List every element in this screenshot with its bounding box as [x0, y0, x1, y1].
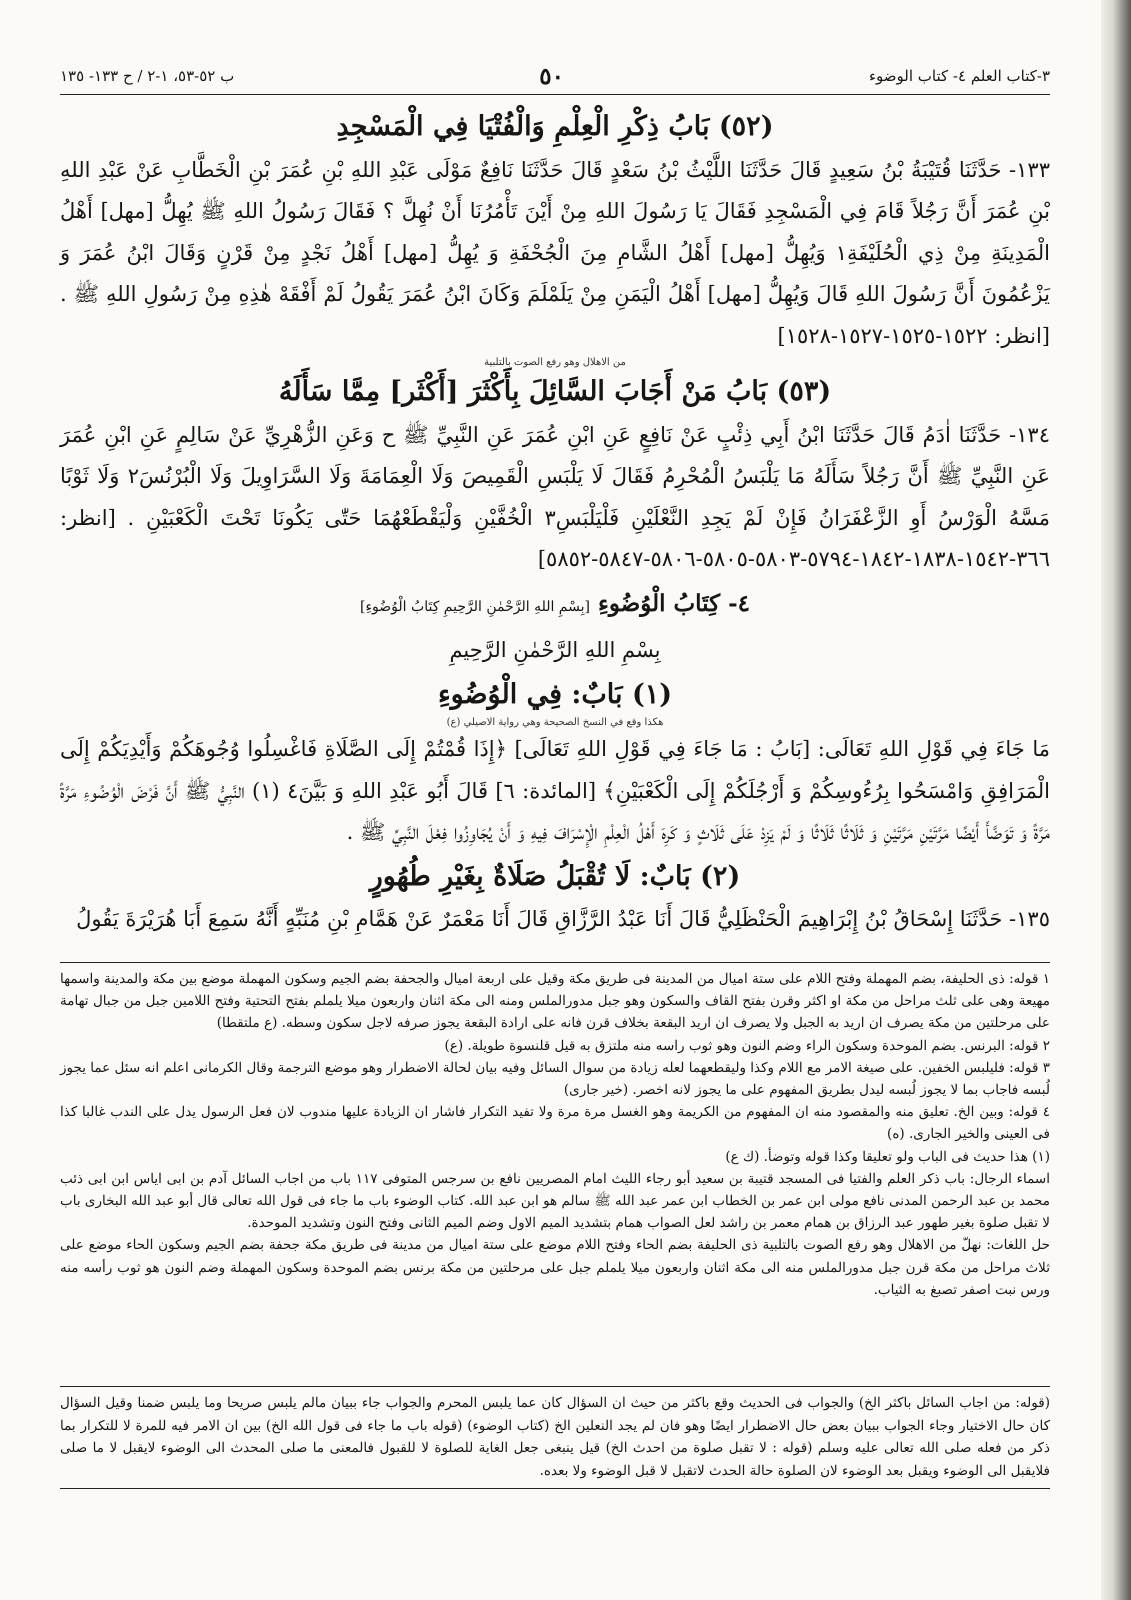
- commentary-rule-bottom: [60, 1488, 1050, 1489]
- commentary-text: (قوله: من اجاب السائل باكثر الخ) والجواب فى الحديث وقع باكثر من حيث ان السؤال كان عما يلبس المحرم والجواب جاء ببيان مالم يلبس صريحا وما يلبس ضمنا وقيل السؤال كان حال الاختيار وجاء الجواب ببيان بعض حال الاضطرار ايضًا وهو فان لم يجد النعلين الخ (كتاب الوضوء) (قوله باب ما جاء فى قول الله الخ) بين ان الامر فيه للمرة لا للتكرار بما ذكر من فعله صلى الله تعالى عليه وسلم (قوله : لا تقبل صلوة من احدث الخ) قيل ينبغى جعل الغاية للصلوة لا للقبول فالمعنى ما صلى المحدث الى الوضوء لايقبل لا ما صلى فلايقبل الى الوضوء ويقبل بعد الوضوء لان الصلوة حالة الحدث لاتقبل لا قبل الوضوء ولا بعده.: [60, 1395, 1050, 1479]
- footnote-asma-al-rijal: اسماء الرجال: باب ذكر العلم والفتيا فى المسجد قتيبة بن سعيد أبو رجاء الليث امام المصريين نافع بن سرجس المتوفى ١١٧ باب من اجاب السائل آدم بن ابى اياس ابن ابى ذئب محمد بن عبد الرحمن المدنى نافع مولى ابن عمر بن الخطاب ابن عمر عبد الله ﷺ سالم هو ابن عبد الله. كتاب الوضوء باب ما جاء فى قول الله تعالى قال أبو عبد الله البخارى باب لا تقبل صلوة بغير طهور عبد الرزاق بن همام معمر بن راشد لعل الصواب همام بتشديد الميم الاول وضم الميم الثانى وفتح النون وتشديد الموحدة.: [60, 1170, 1050, 1232]
- gloss-ihlal: من الاهلال وهو رفع الصوت بالتلبية: [484, 357, 626, 368]
- hadith-135: ١٣٥- حَدَّثَنَا إِسْحَاقُ بْنُ إِبْرَاهِيمَ الْحَنْظَلِيُّ قَالَ أَنَا عَبْدُ الرَّزَّاقِ قَالَ أَنَا مَعْمَرٌ عَنْ هَمَّامِ بْنِ مُنَبِّهٍ أَنَّهُ سَمِعَ أَبَا هُرَيْرَةَ يَقُولُ: [76, 907, 1050, 931]
- footnote-3: ٣ قوله: فليلبس الخفين. على صيغة الامر مع اللام وكذا وليقطعهما لعله زيادة من سوال السائل وفيه بيان لحالة الاضطرار وهو موضع الترجمة وقال الكرمانى اعلم انه سئل عما يجوز لُبسه فاجاب بما لا يجوز لُبسه ليدل بطريق المفهوم على ما يجوز لانه اخصر. (خير جارى): [60, 1059, 1050, 1099]
- chapter-heading-53: (٥٣) بَابُ مَنْ أَجَابَ السَّائِلَ بِأَكْثَرَ [أَكْثَر] مِمَّا سَأَلَهُ: [278, 376, 832, 407]
- book-gutter-shadow: [1101, 0, 1131, 1600]
- footnotes: [60, 968, 1050, 1301]
- chapter-heading-2: (٢) بَابٌ: لَا تُقْبَلُ صَلَاةٌ بِغَيْرِ طُهُورٍ: [369, 860, 741, 892]
- hadith-133: ١٣٣- حَدَّثَنَا قُتَيْبَةُ بْنُ سَعِيدٍ قَالَ حَدَّثَنَا اللَّيْثُ بْنُ سَعْدٍ قَالَ حَدَّثَنَا نَافِعٌ مَوْلَى عَبْدِ اللهِ بْنِ عُمَرَ بْنِ الْخَطَّابِ عَنْ عَبْدِ اللهِ بْنِ عُمَرَ أَنَّ رَجُلاً قَامَ فِي الْمَسْجِدِ فَقَالَ يَا رَسُولَ اللهِ مِنْ أَيْنَ تَأْمُرُنَا أَنْ نُهِلَّ ؟ فَقَالَ رَسُولُ اللهِ ﷺ يُهِلُّ [مهل] أَهْلُ الْمَدِينَةِ مِنْ ذِي الْحُلَيْفَةِ١ وَيُهِلُّ [مهل] أَهْلُ الشَّامِ مِنَ الْجُحْفَةِ وَ يُهِلُّ [مهل] أَهْلُ نَجْدٍ مِنْ قَرْنٍ وَقَالَ ابْنُ عُمَرَ وَ يَزْعُمُونَ أَنَّ رَسُولَ اللهِ قَالَ وَيُهِلُّ [مهل] أَهْلُ الْيَمَنِ مِنْ يَلَمْلَمَ وَكَانَ ابْنُ عُمَرَ يَقُولُ لَمْ أَفْقَهْ هٰذِهِ مِنْ رَسُولِ اللهِ ﷺ . [انظر: ١٥٢٢-١٥٢٥-١٥٢٧-١٥٢٨]: [60, 157, 1050, 348]
- running-header: [60, 60, 1050, 92]
- commentary-rule-top: [60, 1386, 1050, 1387]
- page-number: ٥٠: [539, 62, 564, 90]
- book-title-variant: [بِسْمِ اللهِ الرَّحْمٰنِ الرَّحِيمِ كِتَابُ الْوُضُوءِ]: [360, 598, 590, 615]
- gloss-asili: هكذا وقع في النسخ الصحيحة وهي رواية الاصيلي (ع): [446, 717, 664, 728]
- footnote-2: ٢ قوله: البرنس. بضم الموحدة وسكون الراء وضم النون وهو ثوب راسه منه ملتزق به قيل قلنسوة طويلة. (ع): [444, 1037, 1050, 1054]
- footnote-hall-al-lughat: حل اللغات: نهلّ من الاهلال وهو رفع الصوت بالتلبية ذى الحليفة بضم الحاء وفتح اللام موضع على ستة اميال من مدينة فى طريق مكة جحفة بضم الجيم وسكون الحاء موضع على ثلاث مراحل من مكة قرن جبل مدورالملس منه الى مكة اثنان واربعون ميلا يلملم جبل على مرحلتين من مكة برنس بضم الموحدة وسكون المهملة وضم النون هو ثوب رأسه منه ورس نبت اصفر تصبغ به الثياب.: [60, 1237, 1050, 1298]
- main-text: [60, 104, 1050, 941]
- header-references: ب ٥٢-٥٣، ١-٢ / ح ١٣٣- ١٣٥: [60, 67, 235, 85]
- footnote-note-1: (١) هذا حديث فى الباب ولو تعليقا وكذا قوله وتوضأ. (ك ع): [725, 1148, 1050, 1165]
- basmala: بِسْمِ اللهِ الرَّحْمٰنِ الرَّحِيمِ: [449, 638, 661, 662]
- footnote-rule: [60, 962, 1050, 963]
- footnote-1: ١ قوله: ذى الحليفة، بضم المهملة وفتح اللام على ستة اميال من المدينة فى طريق مكة وقيل على اربعة اميال والجحفة بضم الجيم وسكون المهملة موضع بين مكة والمدينة واسمها مهيعة وهى على ثلث مراحل من مكة او اكثر وقرن بفتح القاف والسكون وهو جبل مدورالملس ومنه الى مكة اثنان واربعون ميلا يلملم بفتح التحتية وفتح اللامين جبل من جبال تهامة على مرحلتين من مكة يصرف ان اريد به الجبل ولا يصرف ان اريد البقعة بخلاف قرن فانه على ارادة البقعة يجوز صرفه لاجل سكون وسطه. (ع ملتقطا): [60, 971, 1050, 1032]
- chapter-heading-52: (٥٢) بَابُ ذِكْرِ الْعِلْمِ وَالْفُتْيَا فِي الْمَسْجِدِ: [336, 111, 774, 142]
- commentary: [60, 1392, 1050, 1482]
- chapter-heading-1: (١) بَابٌ: فِي الْوُضُوءِ: [437, 678, 673, 710]
- header-chapter: ٣-كتاب العلم ٤- كتاب الوضوء: [868, 67, 1050, 85]
- wudu-text: مَا جَاءَ فِي قَوْلِ اللهِ تَعَالَى: [بَابُ : مَا جَاءَ فِي قَوْلِ اللهِ تَعَالَى] ﴿إِذَا قُمْتُمْ إِلَى الصَّلَاةِ فَاغْسِلُوا وُجُوهَكُمْ وَأَيْدِيَكُمْ إِلَى الْمَرَافِقِ وَامْسَحُوا بِرُءُوسِكُمْ وَ أَرْجُلَكُمْ إِلَى الْكَعْبَيْنِ﴾ [المائدة: ٦] قَالَ أَبُو عَبْدِ اللهِ وَ بَيَّنَ٤ (١) النَّبِيُّ ﷺ أَنَّ فَرْضَ الْوُضُوءِ مَرَّةً مَرَّةً وَ تَوَضَّأَ أَيْضًا مَرَّتَيْنِ مَرَّتَيْنِ وَ ثَلَاثًا ثَلَاثًا وَ لَمْ يَزِدْ عَلَى ثَلَاثٍ وَ كَرِهَ أَهْلُ الْعِلْمِ الْإِسْرَافَ فِيهِ وَ أَنْ يُجَاوِزُوا فِعْلَ النَّبِيِّ ﷺ .: [60, 737, 1050, 844]
- header-rule: [60, 94, 1050, 95]
- book-title: [60, 583, 1050, 629]
- book-title-text: ٤- كِتَابُ الْوُضُوءِ: [598, 589, 750, 617]
- hadith-134: ١٣٤- حَدَّثَنَا اٰدَمُ قَالَ حَدَّثَنَا ابْنُ أَبِي ذِئْبٍ عَنْ نَافِعٍ عَنِ ابْنِ عُمَرَ عَنِ النَّبِيِّ ﷺ ح وَعَنِ الزُّهْرِيِّ عَنْ سَالِمٍ عَنِ ابْنِ عُمَرَ عَنِ النَّبِيِّ ﷺ أَنَّ رَجُلاً سَأَلَهُ مَا يَلْبَسُ الْمُحْرِمُ فَقَالَ لَا يَلْبَسِ الْقَمِيصَ وَلَا الْعِمَامَةَ وَلَا السَّرَاوِيلَ وَلَا الْبُرْنُسَ٢ وَلَا ثَوْبًا مَسَّهُ الْوَرْسُ أَوِ الزَّعْفَرَانُ فَإِنْ لَمْ يَجِدِ النَّعْلَيْنِ فَلْيَلْبَسِ٣ الْخُفَّيْنِ وَلْيَقْطَعْهُمَا حَتّٰى يَكُونَا تَحْتَ الْكَعْبَيْنِ . [انظر: ٣٦٦-١٥٤٢-١٨٣٨-١٨٤٢-٥٧٩٤-٥٨٠٣-٥٨٠٥-٥٨٠٦-٥٨٤٧-٥٨٥٢]: [60, 422, 1051, 571]
- footnote-4: ٤ قوله: وبين الخ. تعليق منه والمقصود منه ان المفهوم من الكريمة وهو الغسل مرة مرة ولا تفيد التكرار فاشار ان الزيادة عليها مندوب لان فعل الرسول يدل على الندب غالبا كذا فى العينى والخير الجارى. (ه): [60, 1104, 1050, 1143]
